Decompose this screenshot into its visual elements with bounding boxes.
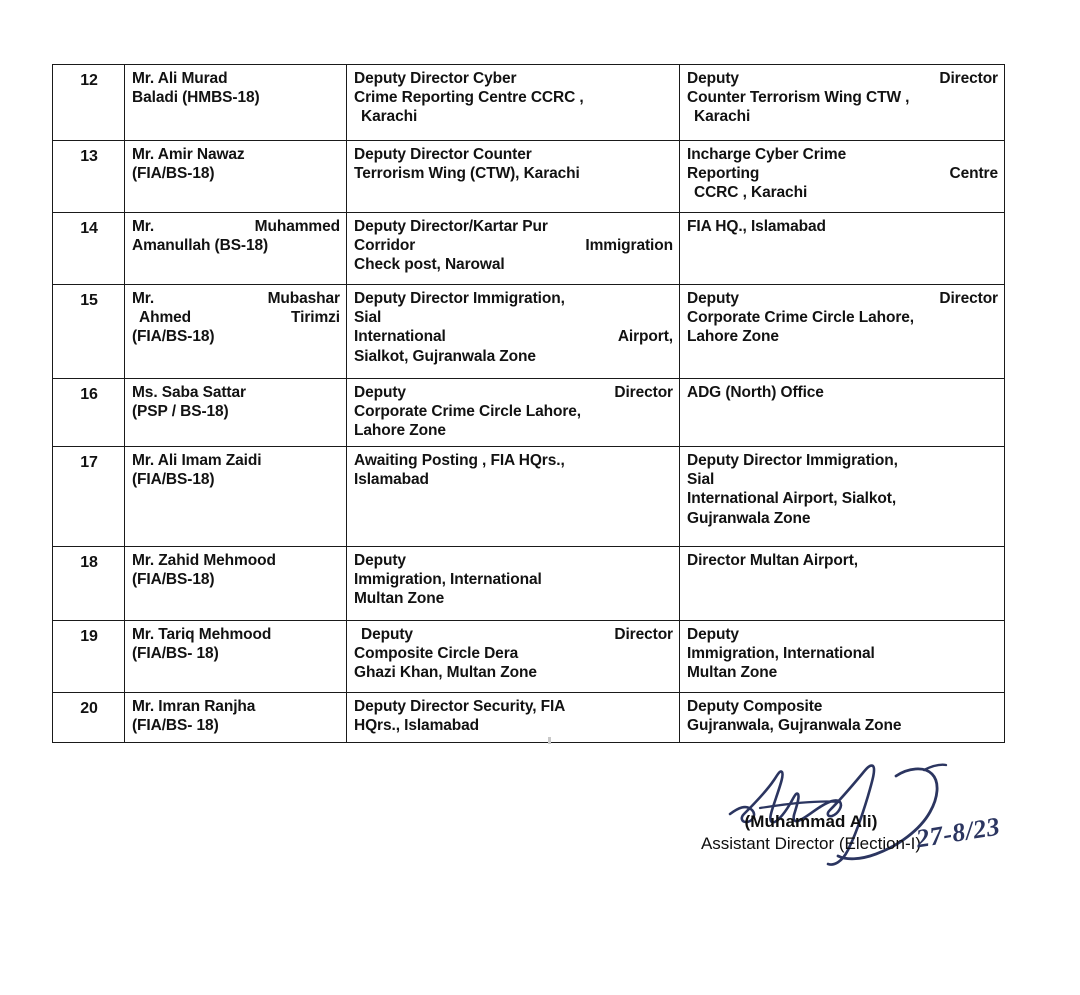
row-officer-name [125,379,347,447]
row-officer-name [125,141,347,213]
name-line: Mr. Zahid Mehmood [132,552,276,569]
row-posted-to [680,621,1005,693]
name-line: (PSP / BS-18) [132,403,229,421]
name-line: (FIA/BS-18) [132,165,215,183]
posting-line: Islamabad [354,471,429,489]
row-officer-name [125,213,347,285]
posting-line: Director Multan Airport, [687,552,858,569]
posting-line: Corridor Immigration [354,237,673,255]
row-present-posting [347,213,680,285]
row-officer-name [125,285,347,379]
row-serial-number [53,621,125,693]
handwritten-date: 27-8/23 [914,811,1003,854]
row-present-posting [347,447,680,547]
row-present-posting [347,379,680,447]
row-posted-to [680,547,1005,621]
row-present-posting [347,285,680,379]
row-serial-number [53,693,125,743]
posting-line: Deputy Director [687,290,998,307]
posting-line: Counter Terrorism Wing CTW , [687,89,910,107]
row-serial-number [53,547,125,621]
row-posted-to [680,213,1005,285]
posting-line: Deputy Director [354,384,673,401]
table-row [53,693,1005,743]
row-present-posting [347,65,680,141]
posting-line: FIA HQ., Islamabad [687,218,826,235]
serial-value: 12 [80,72,98,89]
row-serial-number [53,213,125,285]
posting-line: Karachi [694,108,751,126]
row-posted-to [680,65,1005,141]
posting-line: CCRC , Karachi [694,184,808,202]
name-line: Mr. Amir Nawaz [132,146,245,163]
name-line: Baladi (HMBS-18) [132,89,260,107]
name-line: Mr. Ali Imam Zaidi [132,452,262,469]
row-posted-to [680,379,1005,447]
name-line: Mr. Muhammed [132,218,340,235]
row-serial-number [53,447,125,547]
posting-line: Karachi [361,108,418,126]
scan-artifact-speck [548,737,551,744]
table-row [53,65,1005,141]
row-present-posting [347,141,680,213]
posting-line: Deputy Director Cyber [354,70,517,87]
posting-line: Multan Zone [687,664,778,682]
posting-line: Deputy Director Immigration, [354,290,565,307]
row-posted-to [680,447,1005,547]
signer-name: (Muhammad Ali) [744,812,878,831]
signer-title: Assistant Director (Election-I) [700,834,922,854]
posting-line: Gujranwala Zone [687,509,811,527]
name-line: Mr. Ali Murad [132,70,228,87]
name-line: (FIA/BS-18) [132,328,215,346]
serial-value: 20 [80,700,98,717]
table-row [53,447,1005,547]
posting-line: Deputy Director Immigration, [687,452,898,469]
row-serial-number [53,65,125,141]
row-officer-name [125,447,347,547]
posting-line: Lahore Zone [354,422,446,440]
serial-value: 14 [80,220,98,237]
row-officer-name [125,693,347,743]
name-line: (FIA/BS-18) [132,571,215,589]
serial-value: 17 [80,454,98,471]
table-row [53,547,1005,621]
row-posted-to [680,693,1005,743]
row-present-posting [347,547,680,621]
posting-line: Deputy Director [687,70,998,87]
posting-line: Deputy [354,552,406,569]
posting-line: Corporate Crime Circle Lahore, [687,309,914,327]
posting-line: Lahore Zone [687,328,779,346]
posting-line: Ghazi Khan, Multan Zone [354,664,537,682]
posting-line: Deputy Director Security, FIA [354,698,566,715]
name-line: (FIA/BS- 18) [132,645,219,663]
posting-line: Immigration, International [354,571,542,589]
posting-line: Multan Zone [354,590,445,608]
posting-line: Deputy Director Counter [354,146,532,163]
serial-value: 15 [80,292,98,309]
row-officer-name [125,65,347,141]
table-row [53,141,1005,213]
posting-line: International Airport, [354,328,673,346]
posting-line: Sial [687,471,715,489]
posting-table [52,64,1005,743]
posting-line: Deputy Director [361,626,673,643]
posting-line: Composite Circle Dera [354,645,519,663]
posting-line: Terrorism Wing (CTW), Karachi [354,165,580,183]
row-serial-number [53,285,125,379]
name-line: Amanullah (BS-18) [132,237,269,255]
serial-value: 13 [80,148,98,165]
posting-line: Check post, Narowal [354,256,505,274]
posting-line: Gujranwala, Gujranwala Zone [687,717,902,735]
name-line: (FIA/BS-18) [132,471,215,489]
name-line: (FIA/BS- 18) [132,717,219,735]
posting-line: Awaiting Posting , FIA HQrs., [354,452,565,469]
posting-line: Deputy [687,626,739,643]
name-line: Ahmed Tirimzi [139,309,340,327]
row-posted-to [680,285,1005,379]
row-present-posting [347,621,680,693]
serial-value: 18 [80,554,98,571]
serial-value: 19 [80,628,98,645]
name-line: Ms. Saba Sattar [132,384,246,401]
name-line: Mr. Tariq Mehmood [132,626,272,643]
row-serial-number [53,141,125,213]
row-serial-number [53,379,125,447]
name-line: Mr. Imran Ranjha [132,698,256,715]
table-row [53,621,1005,693]
posting-table-body [53,65,1005,743]
posting-line: Reporting Centre [687,165,998,183]
table-row [53,213,1005,285]
posting-line: HQrs., Islamabad [354,717,480,735]
table-row [53,379,1005,447]
serial-value: 16 [80,386,98,403]
posting-line: Sialkot, Gujranwala Zone [354,347,536,365]
name-line: Mr. Mubashar [132,290,340,307]
posting-line: Sial [354,309,382,327]
row-officer-name [125,547,347,621]
row-posted-to [680,141,1005,213]
posting-line: Deputy Composite [687,698,823,715]
posting-line: International Airport, Sialkot, [687,490,897,508]
row-officer-name [125,621,347,693]
posting-line: Immigration, International [687,645,875,663]
posting-line: Deputy Director/Kartar Pur [354,218,548,235]
row-present-posting [347,693,680,743]
table-row [53,285,1005,379]
posting-line: Incharge Cyber Crime [687,146,847,163]
posting-line: Crime Reporting Centre CCRC , [354,89,584,107]
posting-line: ADG (North) Office [687,384,824,401]
posting-line: Corporate Crime Circle Lahore, [354,403,581,421]
